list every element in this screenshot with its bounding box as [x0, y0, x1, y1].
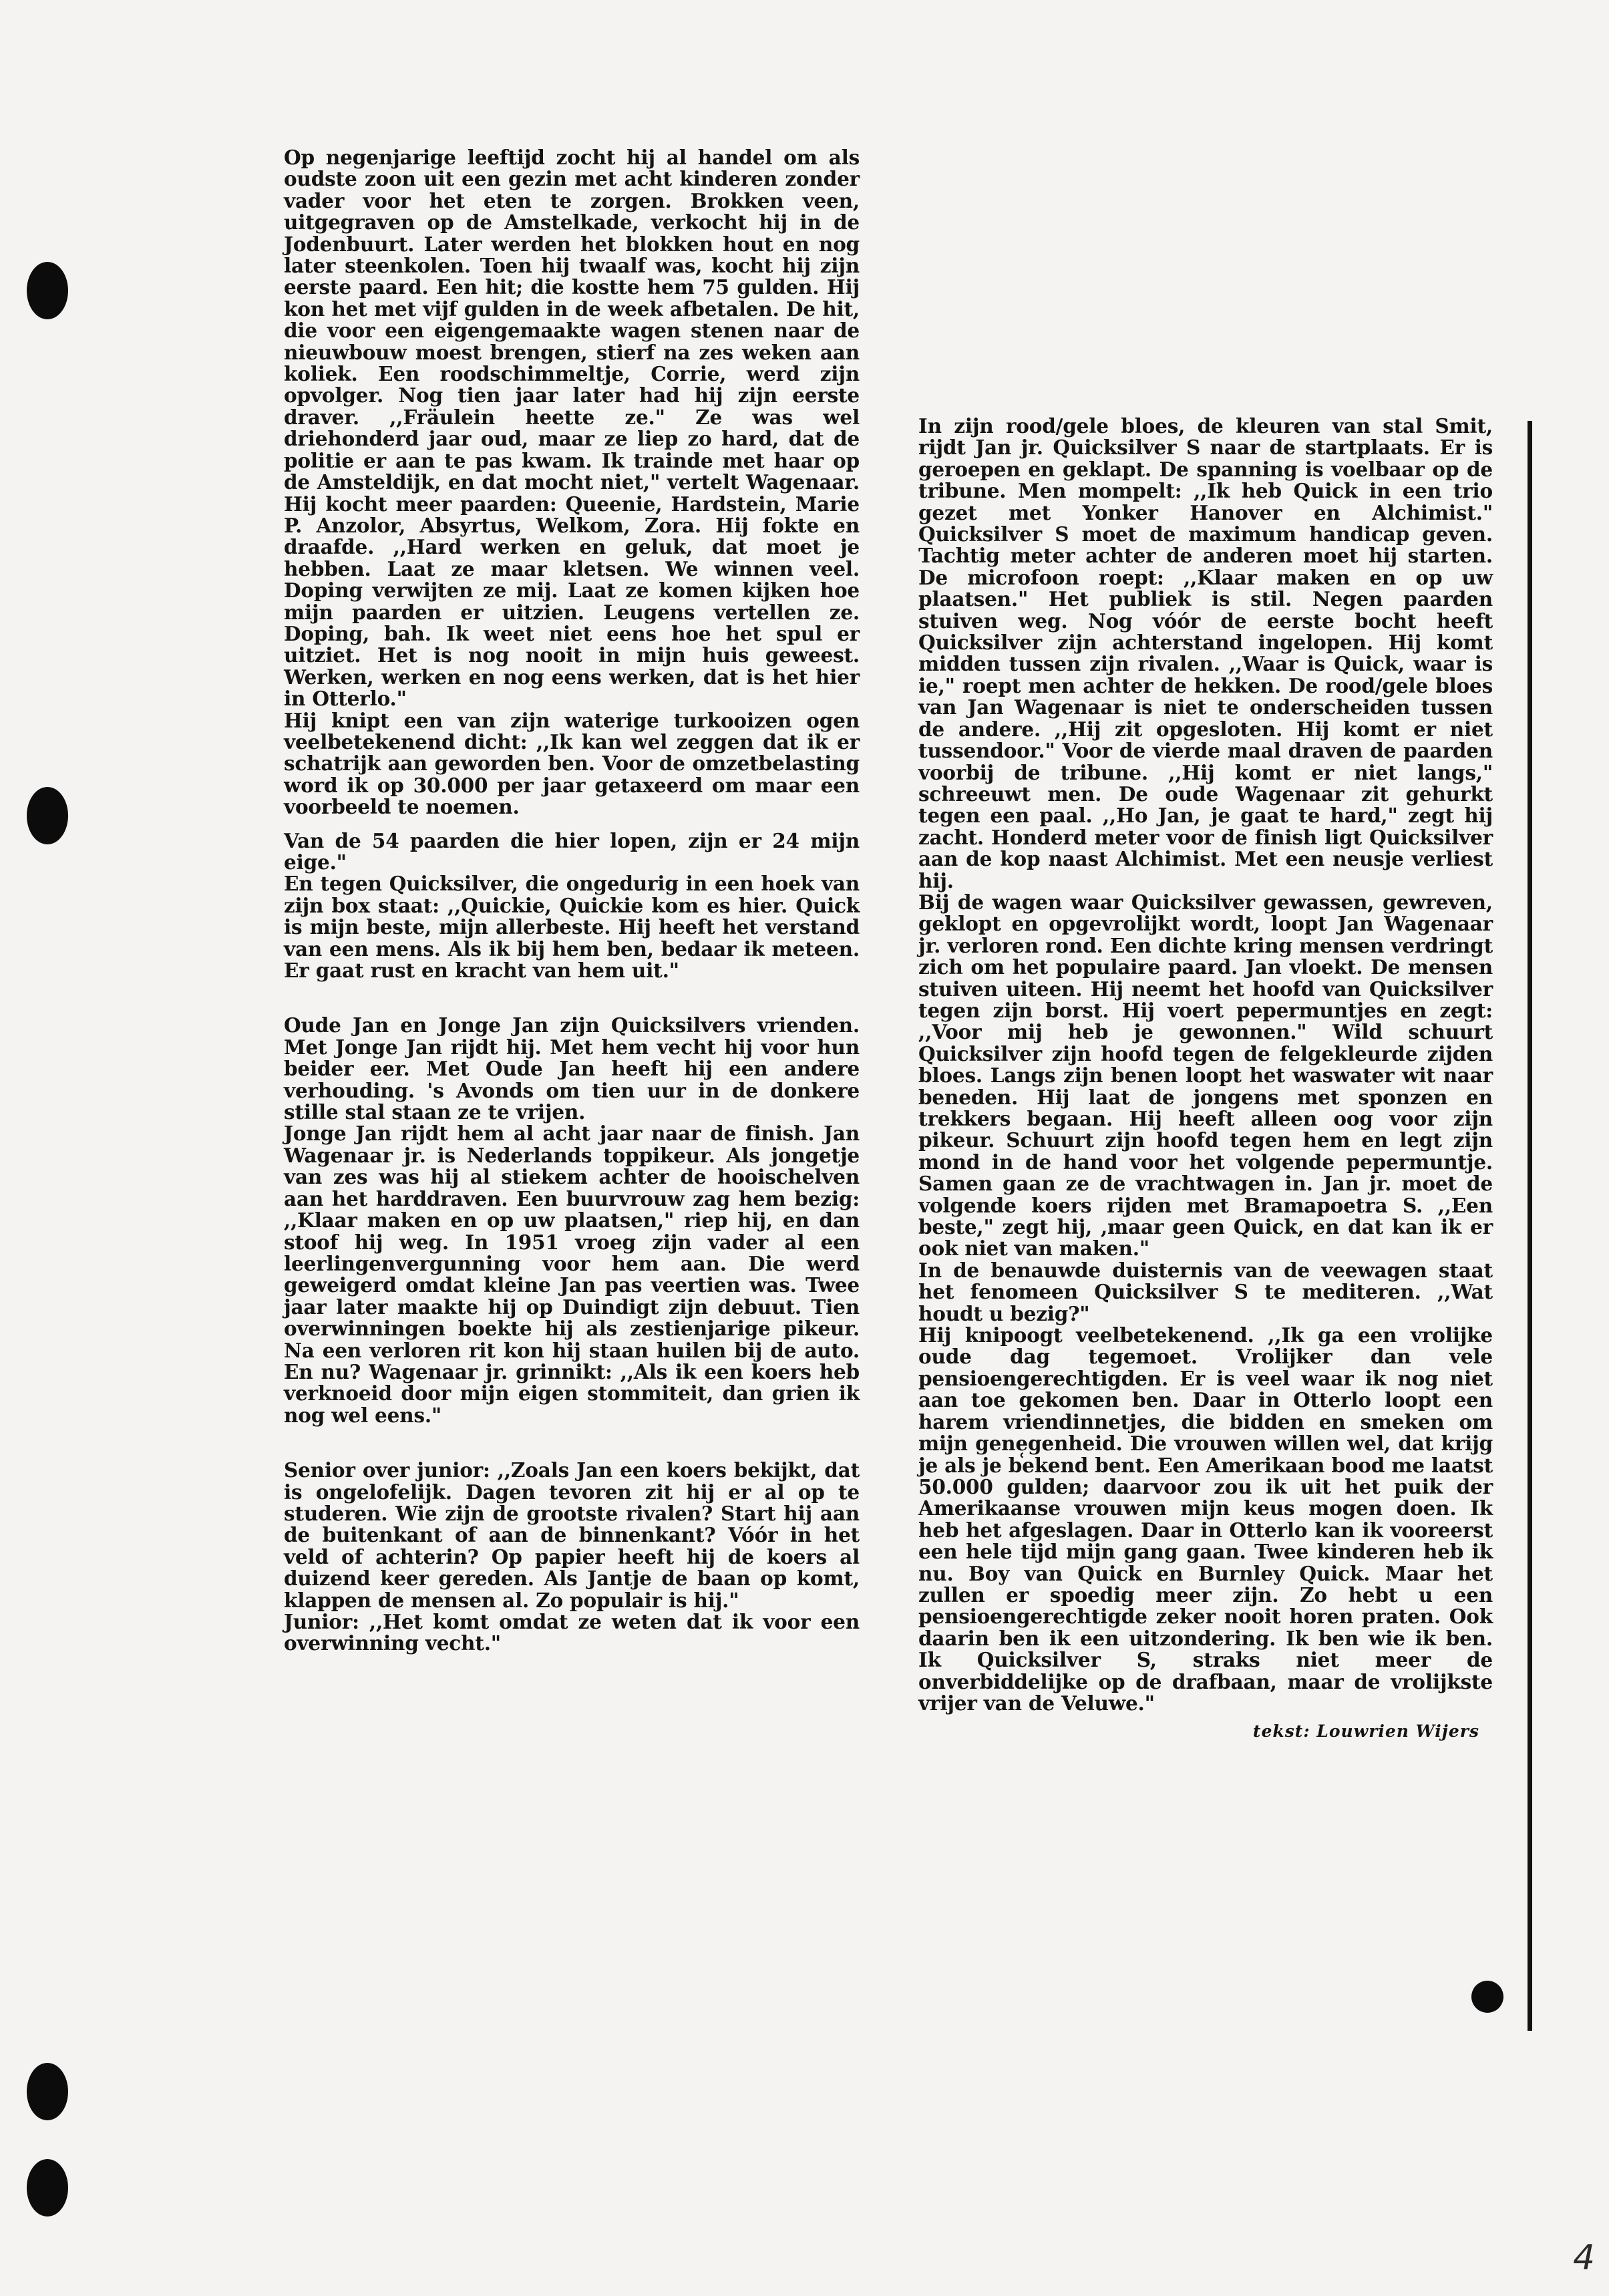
paragraph: En tegen Quicksilver, die ongedurig in een hoek van zijn box staat: ,,Quickie, Quickie kom es hier. Quick is mijn beste, mijn allerbeste. Hij heeft het verstand van een mens. Als ik bij hem ben, bedaar ik meteen. Er gaat rust en kracht van hem uit." — [284, 872, 860, 983]
punch-hole — [27, 787, 68, 844]
paragraph: Oude Jan en Jonge Jan zijn Quicksilvers vrienden. Met Jonge Jan rijdt hij. Met hem vecht hij voor hun beider eer. Met Oude Jan heeft hij een andere verhouding. 's Avonds om tien uur in de donkere stille stal staan ze te vrijen. — [284, 1013, 860, 1124]
paragraph: Hij knipt een van zijn waterige turkooizen ogen veelbetekenend dicht: ,,Ik kan wel zeggen dat ik er schatrijk aan geworden ben. Voor de omzetbelasting word ik op 30.000 per jaar getaxeerd om maar een voorbeeld te noemen. — [284, 708, 860, 819]
paragraph: Bij de wagen waar Quicksilver gewassen, gewreven, geklopt en opgevrolijkt wordt, loopt Jan Wagenaar jr. verloren rond. Een dichte kring mensen verdringt zich om het populaire paard. Jan vloekt. De mensen stuiven uiteen. Hij neemt het hoofd van Quicksilver tegen zijn borst. Hij voert pepermuntjes en zegt: ,,Voor mij heb je gewonnen." Wild schuurt Quicksilver zijn hoofd tegen de felgekleurde zijden bloes. Langs zijn benen loopt het waswater wit naar beneden. Hij laat de jongens met sponzen en trekkers begaan. Hij heeft alleen oog voor zijn pikeur. Schuurt zijn hoofd tegen hem en legt zijn mond in de hand voor het volgende pepermuntje. Samen gaan ze de vrachtwagen in. Jan jr. moet de volgende koers rijden met Bramapoetra S. ,,Een beste," zegt hij, ,maar geen Quick, en dat kan ik er ook niet van maken." — [918, 890, 1493, 1261]
paragraph: In zijn rood/gele bloes, de kleuren van stal Smit, rijdt Jan jr. Quicksilver S naar de startplaats. Er is geroepen en geklapt. De spanning is voelbaar op de tribune. Men mompelt: ,,Ik heb Quick in een trio gezet met Yonker Hanover en Alchimist." Quicksilver S moet de maximum handicap geven. Tachtig meter achter de anderen moet hij starten. De microfoon roept: ,,Klaar maken en op uw plaatsen." Het publiek is stil. Negen paarden stuiven weg. Nog vóór de eerste bocht heeft Quicksilver zijn achterstand ingelopen. Hij komt midden tussen zijn rivalen. ,,Waar is Quick, waar is ie," roept men achter de hekken. De rood/gele bloes van Jan Wagenaar is niet te onderscheiden tussen de andere. ,,Hij zit opgesloten. Hij komt er niet tussendoor." Voor de vierde maal draven de paarden voorbij de tribune. ,,Hij komt er niet langs," schreeuwt men. De oude Wagenaar zit gehurkt tegen een paal. ,,Ho Jan, je gaat te hard," zegt hij zacht. Honderd meter voor de finish ligt Quicksilver aan de kop naast Alchimist. Met een neusje verliest hij. — [918, 414, 1493, 892]
paragraph: Senior over junior: ,,Zoals Jan een koers bekijkt, dat is ongelofelijk. Dagen tevoren zit hij er al op te studeren. Wie zijn de grootste rivalen? Start hij aan de buitenkant of aan de binnenkant? Vóór in het veld of achterin? Op papier heeft hij de koers al duizend keer gereden. Als Jantje de baan op komt, klappen de mensen al. Zo populair is hij." — [284, 1458, 860, 1612]
paragraph: Junior: ,,Het komt omdat ze weten dat ik voor een overwinning vecht." — [284, 1610, 860, 1655]
column-rule — [1528, 421, 1532, 2031]
punch-hole — [27, 262, 68, 319]
article-right-column — [918, 416, 1493, 1743]
paragraph: Hij knipoogt veelbetekenend. ,,Ik ga een vrolijke oude dag tegemoet. Vrolijker dan vele pensioengerechtigden. Er is veel waar ik nog niet aan toe gekomen ben. Daar in Otterlo loopt een harem vriendinnetjes, die bidden en smeken om mijn gene̜genheid. Die vrouwen willen wel, dat krijg je als je bekend bent. Een Amerikaan bood me laatst 50.000 gulden; daarvoor zou ik uit het puik der Amerikaanse vrouwen mijn keus mogen doen. Ik heb het afgeslagen. Daar in Otterlo kan ik vooreerst een hele tijd mijn gang gaan. Twee kinderen heb ik nu. Boy van Quick en Burnley Quick. Maar het zullen er spoedig meer zijn. Zo hebt u een pensioengerechtigde zeker nooit horen praten. Ook daarin ben ik een uitzondering. Ik ben wie ik ben. Ik Quicksilver S, straks niet meer de onverbiddelijke op de drafbaan, maar de vrolijkste vrijer van de Veluwe." — [918, 1323, 1493, 1715]
paragraph: Van de 54 paarden die hier lopen, zijn er 24 mijn eige." — [284, 828, 860, 874]
article-left-column — [284, 147, 860, 1655]
end-of-article-mark — [1471, 1981, 1503, 2013]
paragraph: In de benauwde duisternis van de veewagen staat het fenomeen Quicksilver S te mediteren. ,,Wat houdt u bezig?" — [918, 1258, 1493, 1325]
page-number: 4 — [1573, 2238, 1596, 2278]
paragraph: Jonge Jan rijdt hem al acht jaar naar de finish. Jan Wagenaar jr. is Nederlands toppikeur. Als jongetje van zes was hij al stiekem achter de hooischelven aan het harddraven. Een buurvrouw zag hem bezig: ,,Klaar maken en op uw plaatsen," riep hij, en dan stoof hij weg. In 1951 vroeg zijn vader al een leerlingenvergunning voor hem aan. Die werd geweigerd omdat kleine Jan pas veertien was. Twee jaar later maakte hij op Duindigt zijn debuut. Tien overwinningen boekte hij als zestienjarige pikeur. Na een verloren rit kon hij staan huilen bij de auto. En nu? Wagenaar jr. grinnikt: ,,Als ik een koers heb verknoeid door mijn eigen stommiteit, dan grien ik nog wel eens." — [284, 1122, 860, 1427]
paragraph: Op negenjarige leeftijd zocht hij al handel om als oudste zoon uit een gezin met acht kinderen zonder vader voor het eten te zorgen. Brokken veen, uitgegraven op de Amstelkade, verkocht hij in de Jodenbuurt. Later werden het blokken hout en nog later steenkolen. Toen hij twaalf was, kocht hij zijn eerste paard. Een hit; die kostte hem 75 gulden. Hij kon het met vijf gulden in de week afbetalen. De hit, die voor een eigengemaakte wagen stenen naar de nieuwbouw moest brengen, stierf na zes weken aan koliek. Een roodschimmeltje, Corrie, werd zijn opvolger. Nog tien jaar later had hij zijn eerste draver. ,,Fräulein heette ze." Ze was wel driehonderd jaar oud, maar ze liep zo hard, dat de politie er aan te pas kwam. Ik trainde met haar op de Amsteldijk, en dat mocht niet," vertelt Wagenaar. Hij kocht meer paarden: Queenie, Hardstein, Marie P. Anzolor, Absyrtus, Welkom, Zora. Hij fokte en draafde. ,,Hard werken en geluk, dat moet je hebben. Laat ze maar kletsen. We winnen veel. Doping verwijten ze mij. Laat ze komen kijken hoe mijn paarden er uitzien. Leugens vertellen ze. Doping, bah. Ik weet niet eens hoe het spul er uitziet. Het is nog nooit in mijn huis geweest. Werken, werken en nog eens werken, dat is het hier in Otterlo." — [284, 146, 860, 711]
punch-hole — [27, 2063, 68, 2120]
author-credit: tekst: Louwrien Wijers — [1252, 1721, 1479, 1742]
punch-hole — [27, 2159, 68, 2217]
